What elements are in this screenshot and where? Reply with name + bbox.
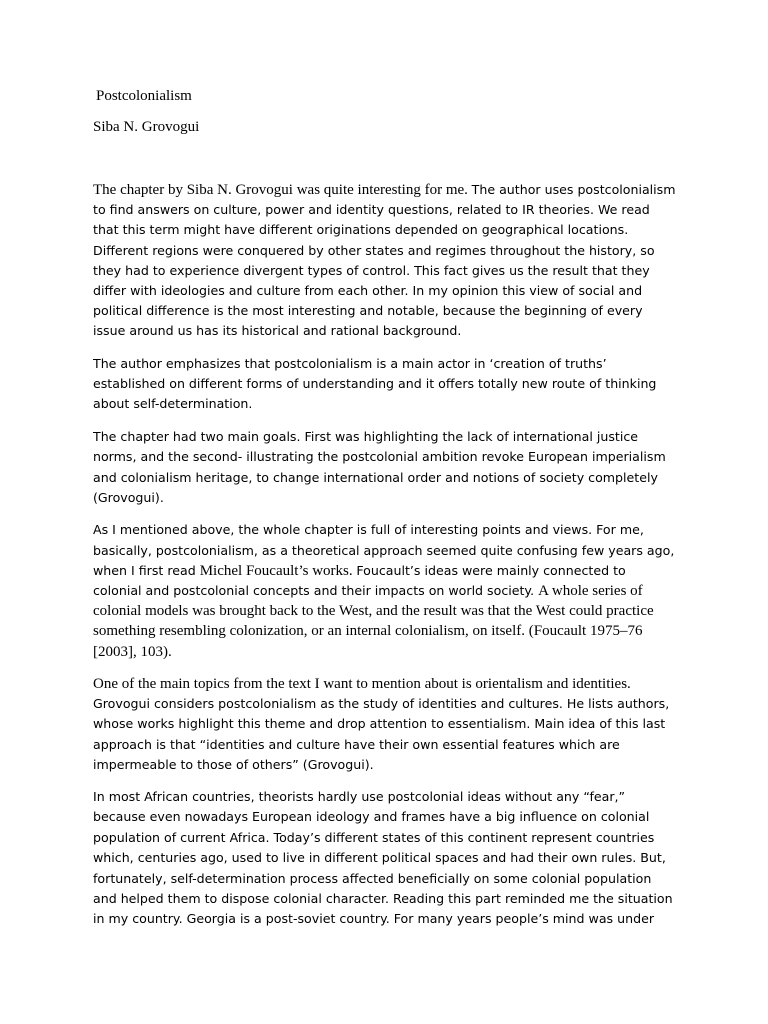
document-author: Siba N. Grovogui: [93, 119, 200, 135]
paragraph-6-run-1: In most African countries, theorists hardly use postcolonial ideas without any “fear,” because even nowadays European ideology and frames have a big influence on colonial population of current Africa. Today’s different states of this continent represent countries which, centuries ago, used to live in different political spaces and had their own rules. But, fortunately, self-determination process affected beneficially on some colonial population and helped them to dispose colonial character. Reading this part reminded me the situation in my country. Georgia is a post-soviet country. For many years people’s mind was under: [93, 788, 673, 927]
paragraph-5-run-2: Grovogui considers postcolonialism as the study of identities and cultures. He lists authors, whose works highlight this theme and drop attention to essentialism. Main idea of this last approach is that “identities and culture have their own essential features which are impermeable to those of others” (Grovogui).: [93, 696, 670, 772]
paragraph-6: [93, 787, 677, 930]
paragraph-4-run-1: As I mentioned above, the whole chapter is full of interesting points and views. For me, basically, postcolonialism, as a theoretical approach seemed quite confusing few years ago, when I first read: [93, 522, 675, 578]
paragraph-5: [93, 674, 677, 775]
paragraph-4: [93, 520, 677, 661]
paragraph-5-run-1: One of the main topics from the text I want to mention about is orientalism and identities.: [93, 675, 631, 692]
paragraph-1: [93, 180, 677, 342]
paragraph-4-run-4: A whole series of colonial models was brought back to the West, and the result was that the West could practice something resembling colonization, or an internal colonialism, on itself. (Foucault 1975–76 [2003], 103).: [93, 583, 654, 660]
paragraph-2: [93, 354, 677, 415]
paragraph-3: [93, 427, 677, 509]
paragraph-1-run-2: The author uses postcolonialism to find answers on culture, power and identity questions, related to IR theories. We read that this term might have different originations depended on geographical locations. Different regions were conquered by other states and regimes throughout the history, so they had to experience divergent types of control. This fact gives us the result that they differ with ideologies and culture from each other. In my opinion this view of social and political difference is the most interesting and notable, because the beginning of every issue around us has its historical and rational background.: [93, 182, 676, 339]
paragraph-2-run-1: The author emphasizes that postcolonialism is a main actor in ‘creation of truths’ established on different forms of understanding and it offers totally new route of thinking about self-determination.: [93, 355, 657, 412]
paragraph-4-run-3: Foucault’s ideas were mainly connected to colonial and postcolonial concepts and their impacts on world society.: [93, 562, 626, 599]
paragraph-1-run-1: The chapter by Siba N. Grovogui was quite interesting for me.: [93, 182, 472, 198]
paragraph-4-run-2: Michel Foucault’s works.: [199, 562, 357, 579]
document-body: [93, 180, 677, 942]
document-title: Postcolonialism: [96, 88, 192, 104]
paragraph-3-run-1: The chapter had two main goals. First was highlighting the lack of international justice norms, and the second- illustrating the postcolonial ambition revoke European imperialism and colonialism heritage, to change international order and notions of society completely (Grovogui).: [93, 428, 666, 506]
